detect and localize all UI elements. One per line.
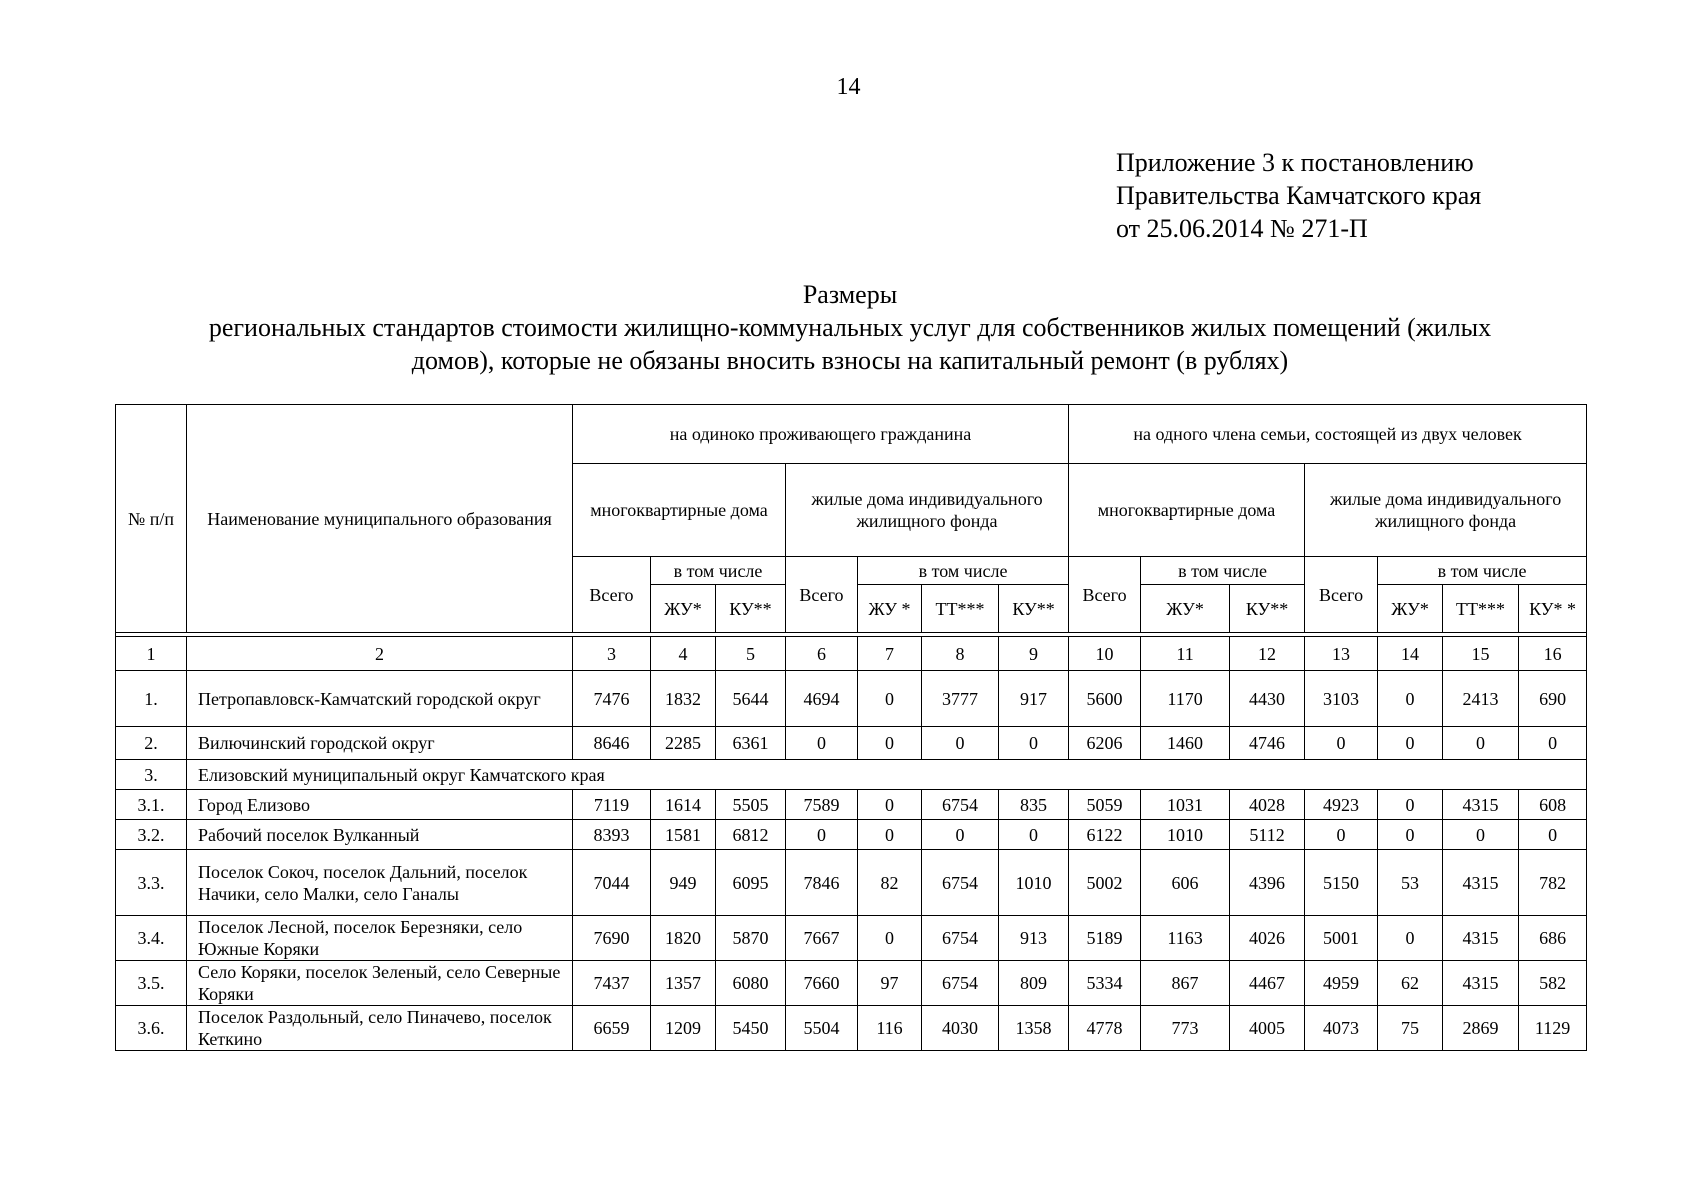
appendix-line: от 25.06.2014 № 271-П bbox=[1116, 214, 1368, 243]
value-cell: 0 bbox=[786, 820, 858, 850]
table-row bbox=[116, 790, 1587, 820]
header-tt: ТТ*** bbox=[922, 585, 999, 633]
column-number: 15 bbox=[1443, 637, 1519, 671]
value-cell: 1129 bbox=[1519, 1006, 1587, 1051]
municipality-name: Петропавловск-Камчатский городской округ bbox=[187, 671, 573, 727]
municipality-name: Поселок Лесной, поселок Березняки, село Южные Коряки bbox=[187, 916, 573, 961]
value-cell: 4396 bbox=[1230, 850, 1305, 916]
value-cell: 0 bbox=[999, 727, 1069, 760]
value-cell: 62 bbox=[1378, 961, 1443, 1006]
value-cell: 3777 bbox=[922, 671, 999, 727]
header-name: Наименование муниципального образования bbox=[187, 405, 573, 633]
page-number: 14 bbox=[836, 74, 861, 100]
row-number: 3.5. bbox=[116, 961, 187, 1006]
value-cell: 4778 bbox=[1069, 1006, 1141, 1051]
value-cell: 1357 bbox=[651, 961, 716, 1006]
value-cell: 913 bbox=[999, 916, 1069, 961]
value-cell: 5504 bbox=[786, 1006, 858, 1051]
header-total: Всего bbox=[786, 557, 858, 633]
value-cell: 5150 bbox=[1305, 850, 1378, 916]
value-cell: 4923 bbox=[1305, 790, 1378, 820]
value-cell: 917 bbox=[999, 671, 1069, 727]
table-row bbox=[116, 1006, 1587, 1051]
municipality-name: Город Елизово bbox=[187, 790, 573, 820]
value-cell: 5112 bbox=[1230, 820, 1305, 850]
value-cell: 608 bbox=[1519, 790, 1587, 820]
value-cell: 0 bbox=[858, 916, 922, 961]
header-single-resident: на одиноко проживающего гражданина bbox=[573, 405, 1069, 464]
column-number: 12 bbox=[1230, 637, 1305, 671]
appendix-note bbox=[1116, 146, 1481, 245]
value-cell: 4026 bbox=[1230, 916, 1305, 961]
value-cell: 4467 bbox=[1230, 961, 1305, 1006]
value-cell: 782 bbox=[1519, 850, 1587, 916]
value-cell: 0 bbox=[1519, 727, 1587, 760]
table-row bbox=[116, 671, 1587, 727]
value-cell: 116 bbox=[858, 1006, 922, 1051]
value-cell: 0 bbox=[858, 820, 922, 850]
value-cell: 6754 bbox=[922, 850, 999, 916]
value-cell: 8646 bbox=[573, 727, 651, 760]
row-number: 2. bbox=[116, 727, 187, 760]
header-ku: КУ** bbox=[716, 585, 786, 633]
title-line: региональных стандартов стоимости жилищно-коммунальных услуг для собственников жилых помещений (жилых bbox=[208, 313, 1492, 342]
standards-table bbox=[115, 404, 1587, 1051]
value-cell: 7589 bbox=[786, 790, 858, 820]
value-cell: 0 bbox=[858, 790, 922, 820]
value-cell: 0 bbox=[1378, 820, 1443, 850]
value-cell: 7476 bbox=[573, 671, 651, 727]
value-cell: 1460 bbox=[1141, 727, 1230, 760]
header-including: в том числе bbox=[1141, 557, 1305, 585]
table-row bbox=[116, 916, 1587, 961]
header-total: Всего bbox=[573, 557, 651, 633]
value-cell: 7846 bbox=[786, 850, 858, 916]
value-cell: 6812 bbox=[716, 820, 786, 850]
value-cell: 582 bbox=[1519, 961, 1587, 1006]
value-cell: 5334 bbox=[1069, 961, 1141, 1006]
value-cell: 0 bbox=[1443, 820, 1519, 850]
value-cell: 3103 bbox=[1305, 671, 1378, 727]
header-tt: ТТ*** bbox=[1443, 585, 1519, 633]
value-cell: 0 bbox=[1305, 727, 1378, 760]
appendix-line: Правительства Камчатского края bbox=[1116, 181, 1482, 210]
header-zhu: ЖУ* bbox=[651, 585, 716, 633]
value-cell: 1820 bbox=[651, 916, 716, 961]
table-row bbox=[116, 727, 1587, 760]
row-number: 3.2. bbox=[116, 820, 187, 850]
column-number: 1 bbox=[116, 637, 187, 671]
header-ku: КУ** bbox=[999, 585, 1069, 633]
value-cell: 1010 bbox=[1141, 820, 1230, 850]
value-cell: 686 bbox=[1519, 916, 1587, 961]
value-cell: 6095 bbox=[716, 850, 786, 916]
header-zhu: ЖУ* bbox=[1141, 585, 1230, 633]
value-cell: 5450 bbox=[716, 1006, 786, 1051]
value-cell: 1614 bbox=[651, 790, 716, 820]
value-cell: 5505 bbox=[716, 790, 786, 820]
column-number: 5 bbox=[716, 637, 786, 671]
value-cell: 1010 bbox=[999, 850, 1069, 916]
value-cell: 5870 bbox=[716, 916, 786, 961]
value-cell: 1358 bbox=[999, 1006, 1069, 1051]
value-cell: 0 bbox=[1378, 916, 1443, 961]
value-cell: 773 bbox=[1141, 1006, 1230, 1051]
table-row bbox=[116, 820, 1587, 850]
table-row bbox=[116, 760, 1587, 790]
row-number: 3.4. bbox=[116, 916, 187, 961]
document-title bbox=[100, 278, 1600, 377]
row-number: 1. bbox=[116, 671, 187, 727]
value-cell: 7119 bbox=[573, 790, 651, 820]
row-number: 3.3. bbox=[116, 850, 187, 916]
value-cell: 1031 bbox=[1141, 790, 1230, 820]
value-cell: 97 bbox=[858, 961, 922, 1006]
value-cell: 6080 bbox=[716, 961, 786, 1006]
row-number: 3. bbox=[116, 760, 187, 790]
value-cell: 835 bbox=[999, 790, 1069, 820]
value-cell: 1170 bbox=[1141, 671, 1230, 727]
value-cell: 0 bbox=[1378, 671, 1443, 727]
header-ku: КУ** bbox=[1230, 585, 1305, 633]
column-number: 3 bbox=[573, 637, 651, 671]
header-total: Всего bbox=[1069, 557, 1141, 633]
value-cell: 4030 bbox=[922, 1006, 999, 1051]
column-number: 16 bbox=[1519, 637, 1587, 671]
title-line: Размеры bbox=[802, 280, 898, 309]
column-number: 10 bbox=[1069, 637, 1141, 671]
value-cell: 0 bbox=[999, 820, 1069, 850]
header-private-houses: жилые дома индивидуального жилищного фонда bbox=[1305, 464, 1587, 557]
value-cell: 0 bbox=[922, 727, 999, 760]
municipality-name: Село Коряки, поселок Зеленый, село Северные Коряки bbox=[187, 961, 573, 1006]
value-cell: 809 bbox=[999, 961, 1069, 1006]
row-number: 3.1. bbox=[116, 790, 187, 820]
value-cell: 1832 bbox=[651, 671, 716, 727]
value-cell: 7437 bbox=[573, 961, 651, 1006]
value-cell: 0 bbox=[786, 727, 858, 760]
value-cell: 4430 bbox=[1230, 671, 1305, 727]
value-cell: 5002 bbox=[1069, 850, 1141, 916]
value-cell: 6754 bbox=[922, 961, 999, 1006]
value-cell: 8393 bbox=[573, 820, 651, 850]
header-num: № п/п bbox=[116, 405, 187, 633]
value-cell: 0 bbox=[858, 671, 922, 727]
municipality-name: Поселок Сокоч, поселок Дальний, поселок Начики, село Малки, село Ганалы bbox=[187, 850, 573, 916]
value-cell: 4746 bbox=[1230, 727, 1305, 760]
row-number: 3.6. bbox=[116, 1006, 187, 1051]
value-cell: 75 bbox=[1378, 1006, 1443, 1051]
column-number: 7 bbox=[858, 637, 922, 671]
column-number: 4 bbox=[651, 637, 716, 671]
value-cell: 5644 bbox=[716, 671, 786, 727]
value-cell: 5001 bbox=[1305, 916, 1378, 961]
value-cell: 4959 bbox=[1305, 961, 1378, 1006]
value-cell: 6206 bbox=[1069, 727, 1141, 760]
table-row bbox=[116, 850, 1587, 916]
value-cell: 4315 bbox=[1443, 850, 1519, 916]
value-cell: 1581 bbox=[651, 820, 716, 850]
value-cell: 4315 bbox=[1443, 916, 1519, 961]
value-cell: 5189 bbox=[1069, 916, 1141, 961]
header-private-houses: жилые дома индивидуального жилищного фонда bbox=[786, 464, 1069, 557]
header-total: Всего bbox=[1305, 557, 1378, 633]
column-number: 11 bbox=[1141, 637, 1230, 671]
column-number: 2 bbox=[187, 637, 573, 671]
value-cell: 7667 bbox=[786, 916, 858, 961]
value-cell: 867 bbox=[1141, 961, 1230, 1006]
value-cell: 82 bbox=[858, 850, 922, 916]
value-cell: 2285 bbox=[651, 727, 716, 760]
header-including: в том числе bbox=[651, 557, 786, 585]
value-cell: 1209 bbox=[651, 1006, 716, 1051]
value-cell: 6122 bbox=[1069, 820, 1141, 850]
value-cell: 0 bbox=[1443, 727, 1519, 760]
value-cell: 4005 bbox=[1230, 1006, 1305, 1051]
value-cell: 4073 bbox=[1305, 1006, 1378, 1051]
value-cell: 690 bbox=[1519, 671, 1587, 727]
value-cell: 6754 bbox=[922, 790, 999, 820]
header-zhu: ЖУ* bbox=[1378, 585, 1443, 633]
header-zhu: ЖУ * bbox=[858, 585, 922, 633]
title-line: домов), которые не обязаны вносить взносы на капитальный ремонт (в рублях) bbox=[411, 346, 1289, 375]
value-cell: 7044 bbox=[573, 850, 651, 916]
municipality-name: Елизовский муниципальный округ Камчатского края bbox=[187, 760, 1587, 790]
value-cell: 53 bbox=[1378, 850, 1443, 916]
header-apartments: многоквартирные дома bbox=[573, 464, 786, 557]
value-cell: 0 bbox=[1305, 820, 1378, 850]
table-row bbox=[116, 961, 1587, 1006]
municipality-name: Рабочий поселок Вулканный bbox=[187, 820, 573, 850]
value-cell: 0 bbox=[858, 727, 922, 760]
value-cell: 0 bbox=[1378, 790, 1443, 820]
municipality-name: Вилючинский городской округ bbox=[187, 727, 573, 760]
header-including: в том числе bbox=[858, 557, 1069, 585]
value-cell: 4694 bbox=[786, 671, 858, 727]
value-cell: 0 bbox=[1519, 820, 1587, 850]
value-cell: 1163 bbox=[1141, 916, 1230, 961]
column-number: 6 bbox=[786, 637, 858, 671]
column-number: 14 bbox=[1378, 637, 1443, 671]
value-cell: 2869 bbox=[1443, 1006, 1519, 1051]
value-cell: 6361 bbox=[716, 727, 786, 760]
value-cell: 949 bbox=[651, 850, 716, 916]
value-cell: 7660 bbox=[786, 961, 858, 1006]
value-cell: 4315 bbox=[1443, 961, 1519, 1006]
value-cell: 5059 bbox=[1069, 790, 1141, 820]
value-cell: 7690 bbox=[573, 916, 651, 961]
column-number: 9 bbox=[999, 637, 1069, 671]
value-cell: 606 bbox=[1141, 850, 1230, 916]
column-number: 13 bbox=[1305, 637, 1378, 671]
header-family-member: на одного члена семьи, состоящей из двух человек bbox=[1069, 405, 1587, 464]
header-apartments: многоквартирные дома bbox=[1069, 464, 1305, 557]
value-cell: 2413 bbox=[1443, 671, 1519, 727]
value-cell: 6754 bbox=[922, 916, 999, 961]
municipality-name: Поселок Раздольный, село Пиначево, поселок Кеткино bbox=[187, 1006, 573, 1051]
value-cell: 5600 bbox=[1069, 671, 1141, 727]
header-including: в том числе bbox=[1378, 557, 1587, 585]
value-cell: 0 bbox=[1378, 727, 1443, 760]
value-cell: 6659 bbox=[573, 1006, 651, 1051]
value-cell: 0 bbox=[922, 820, 999, 850]
value-cell: 4028 bbox=[1230, 790, 1305, 820]
column-number: 8 bbox=[922, 637, 999, 671]
appendix-line: Приложение 3 к постановлению bbox=[1116, 148, 1474, 177]
header-ku: КУ* * bbox=[1519, 585, 1587, 633]
value-cell: 4315 bbox=[1443, 790, 1519, 820]
